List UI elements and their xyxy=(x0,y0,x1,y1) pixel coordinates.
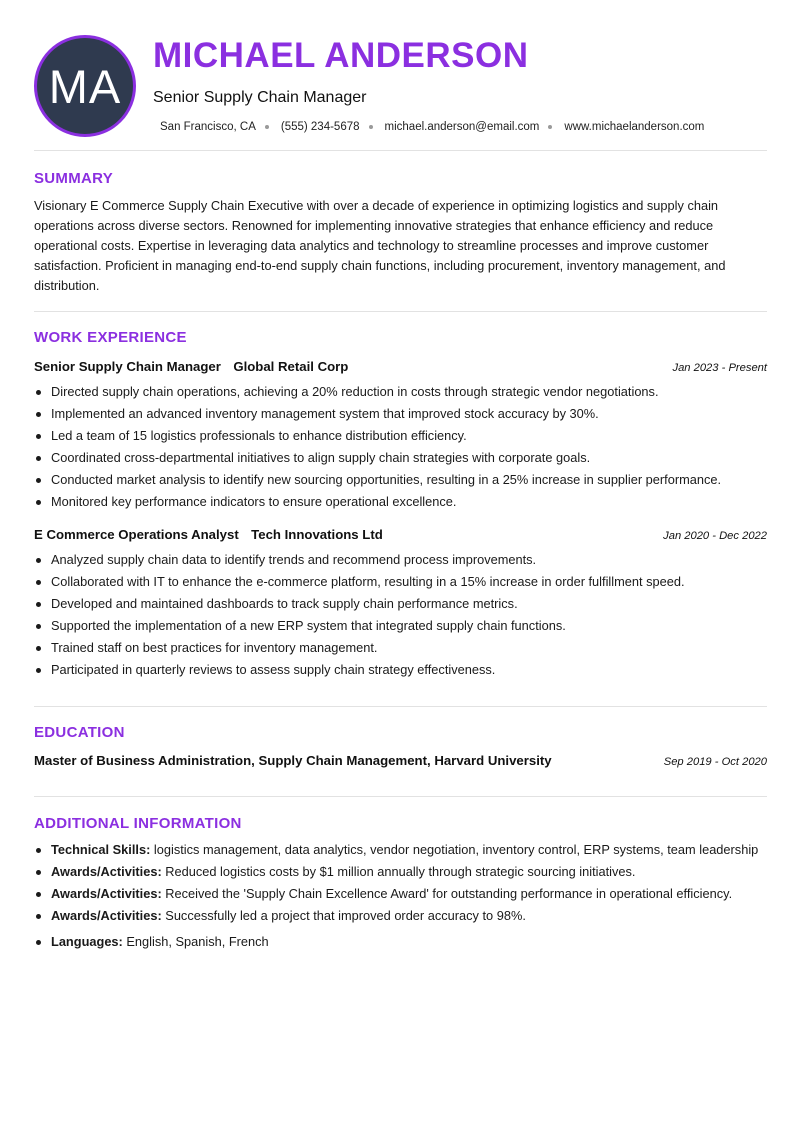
divider xyxy=(34,796,767,797)
item-text: English, Spanish, French xyxy=(126,934,269,949)
divider xyxy=(34,150,767,151)
contact-location: San Francisco, CA xyxy=(160,121,256,133)
contact-email[interactable]: michael.anderson@email.com xyxy=(384,121,540,133)
list-item: Trained staff on best practices for inventory management. xyxy=(34,637,774,659)
separator-dot xyxy=(369,125,373,129)
job-header xyxy=(34,526,767,544)
list-item: Implemented an advanced inventory management system that improved stock accuracy by 30%. xyxy=(34,403,774,425)
item-text: Successfully led a project that improved order accuracy to 98%. xyxy=(165,908,526,923)
contact-bar xyxy=(160,121,704,133)
job-role: Senior Supply Chain Manager xyxy=(34,359,221,374)
list-item: Developed and maintained dashboards to track supply chain performance metrics. xyxy=(34,593,774,615)
job-bullets xyxy=(34,549,774,681)
list-item: Led a team of 15 logistics professionals to enhance distribution efficiency. xyxy=(34,425,774,447)
item-label: Awards/Activities: xyxy=(51,908,162,923)
separator-dot xyxy=(548,125,552,129)
contact-phone: (555) 234-5678 xyxy=(280,121,360,133)
list-item xyxy=(34,841,769,859)
item-text: Received the 'Supply Chain Excellence Award' for outstanding performance in operational efficiency. xyxy=(165,886,733,901)
additional-list xyxy=(34,841,769,955)
job-company: Tech Innovations Ltd xyxy=(251,527,383,542)
job-dates: Jan 2023 - Present xyxy=(672,362,767,374)
job-company: Global Retail Corp xyxy=(233,359,349,374)
list-item xyxy=(34,863,769,881)
job-bullets xyxy=(34,381,774,513)
item-label: Languages: xyxy=(51,934,123,949)
item-text: Reduced logistics costs by $1 million annually through strategic sourcing initiatives. xyxy=(165,864,636,879)
candidate-name: MICHAEL ANDERSON xyxy=(153,36,529,75)
divider xyxy=(34,706,767,707)
summary-heading: SUMMARY xyxy=(34,170,114,187)
experience-heading: WORK EXPERIENCE xyxy=(34,329,187,346)
list-item: Conducted market analysis to identify new sourcing opportunities, resulting in a 25% increase in supplier performance. xyxy=(34,469,774,491)
item-label: Awards/Activities: xyxy=(51,886,162,901)
candidate-title: Senior Supply Chain Manager xyxy=(153,89,367,106)
contact-website[interactable]: www.michaelanderson.com xyxy=(564,121,705,133)
list-item: Participated in quarterly reviews to assess supply chain strategy effectiveness. xyxy=(34,659,774,681)
avatar xyxy=(34,35,136,137)
list-item: Monitored key performance indicators to ensure operational excellence. xyxy=(34,491,774,513)
list-item: Collaborated with IT to enhance the e-commerce platform, resulting in a 15% increase in order fulfillment speed. xyxy=(34,571,774,593)
divider xyxy=(34,311,767,312)
item-label: Technical Skills: xyxy=(51,842,151,857)
item-text: logistics management, data analytics, vendor negotiation, inventory control, ERP systems, team leadership xyxy=(153,842,759,857)
list-item: Directed supply chain operations, achieving a 20% reduction in costs through strategic vendor negotiations. xyxy=(34,381,774,403)
list-item xyxy=(34,885,769,903)
education-dates: Sep 2019 - Oct 2020 xyxy=(663,756,767,768)
separator-dot xyxy=(265,125,269,129)
list-item xyxy=(34,907,769,925)
education-degree: Master of Business Administration, Supply Chain Management, Harvard University xyxy=(34,753,552,768)
education-heading: EDUCATION xyxy=(34,724,125,741)
list-item: Analyzed supply chain data to identify trends and recommend process improvements. xyxy=(34,549,774,571)
summary-text: Visionary E Commerce Supply Chain Executive with over a decade of experience in optimizing logistics and supply chain operations across diverse sectors. Renowned for implementing innovative strategies that enhance efficiency and reduce operational costs. Expertise in leveraging data analytics and technology to streamline processes and improve customer satisfaction. Proficient in managing end-to-end supply chain functions, including procurement, inventory management, and distribution. xyxy=(34,198,726,293)
education-entry xyxy=(34,753,767,768)
list-item: Supported the implementation of a new ERP system that integrated supply chain functions. xyxy=(34,615,774,637)
list-item: Coordinated cross-departmental initiatives to align supply chain strategies with corporate goals. xyxy=(34,447,774,469)
item-label: Awards/Activities: xyxy=(51,864,162,879)
job-dates: Jan 2020 - Dec 2022 xyxy=(663,530,767,542)
list-item xyxy=(34,933,769,951)
job-role: E Commerce Operations Analyst xyxy=(34,527,239,542)
additional-heading: ADDITIONAL INFORMATION xyxy=(34,815,242,832)
job-header xyxy=(34,358,767,376)
avatar-initials: MA xyxy=(48,59,122,113)
